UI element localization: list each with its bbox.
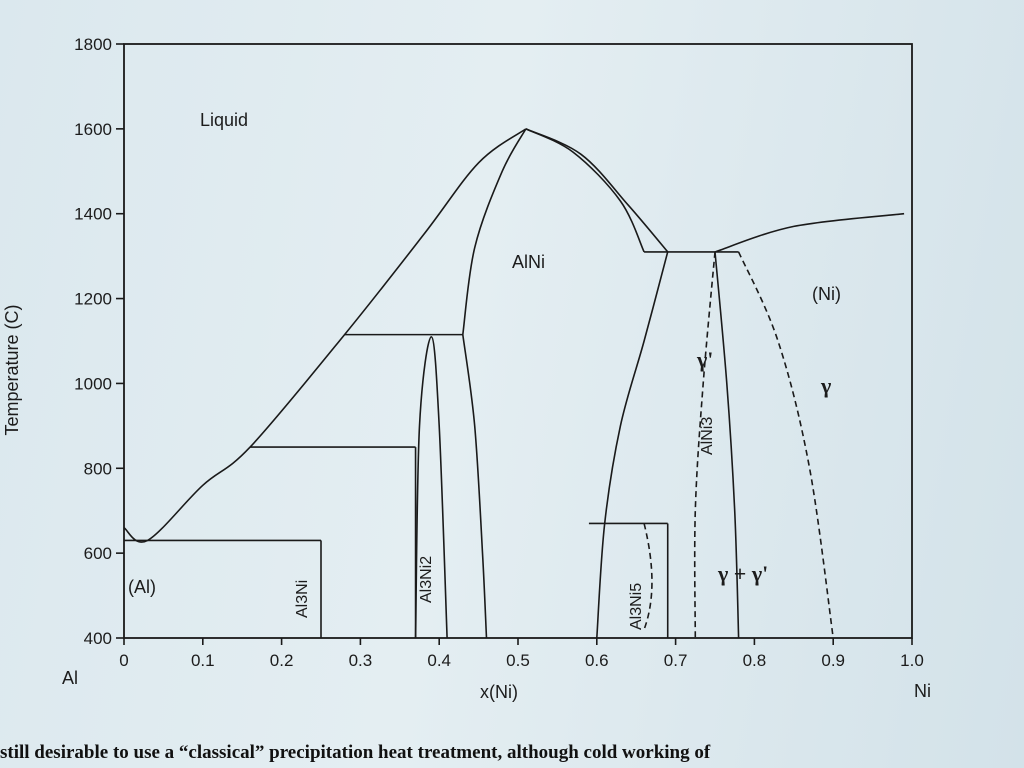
x-tick-label: 0.8 [742, 651, 767, 670]
x-tick-label: 0.1 [190, 651, 215, 670]
region-label-ni-solid: (Ni) [812, 284, 841, 304]
y-tick-label: 1600 [74, 119, 112, 139]
y-tick-label: 1800 [74, 35, 112, 54]
x-tick-label: 0.6 [584, 651, 609, 670]
x-tick-label: 0.5 [506, 651, 530, 670]
region-label-alni: AlNi [512, 252, 546, 272]
y-axis-ticks [74, 35, 124, 648]
y-tick-label: 1400 [74, 204, 112, 224]
region-label-al-solid: (Al) [128, 577, 156, 597]
y-tick-label: 400 [83, 629, 112, 648]
boundary-liquidus-left [124, 129, 526, 542]
y-tick-label: 1200 [74, 289, 112, 309]
phase-label-alni3: AlNi3 [699, 416, 716, 455]
x-tick-label: 0 [119, 651, 129, 670]
boundary-alni-right-lower [597, 252, 668, 638]
phase-boundaries [124, 129, 904, 638]
x-tick-label: 0.7 [663, 651, 688, 670]
y-tick-label: 800 [83, 459, 112, 479]
y-tick-label: 600 [83, 544, 112, 564]
y-axis-title: Temperature (C) [2, 304, 22, 436]
end-label-ni: Ni [914, 681, 931, 701]
y-tick-label: 1000 [74, 374, 112, 394]
al3ni5-dashed-boundary [644, 523, 652, 629]
boundary-alni-left-lower [463, 335, 487, 638]
x-tick-label: 0.2 [269, 651, 294, 670]
bottom-caption-text: still desirable to use a “classical” precipitation heat treatment, although cold working of [0, 742, 711, 763]
x-tick-label: 0.4 [427, 651, 452, 670]
x-tick-label: 1.0 [900, 651, 924, 670]
end-label-al: Al [62, 668, 79, 688]
region-label-gamma-prime: γ' [697, 347, 714, 372]
boundary-ni-liquidus [715, 214, 904, 252]
phase-label-al3ni2: Al3Ni2 [418, 555, 435, 603]
x-axis-ticks [119, 638, 924, 670]
boundary-liquidus-right [526, 129, 644, 252]
x-axis-title: x(Ni) [480, 682, 518, 702]
region-label-gamma-plus-gamma-prime: γ + γ' [718, 561, 769, 586]
x-tick-label: 0.3 [348, 651, 373, 670]
boundary-alni-right [526, 129, 668, 252]
region-label-gamma: γ [821, 373, 832, 398]
phase-label-al3ni5: Al3Ni5 [628, 582, 645, 630]
region-label-liquid: Liquid [200, 110, 249, 130]
boundary-alni-left [463, 129, 526, 335]
x-tick-label: 0.9 [821, 651, 846, 670]
phase-label-al3ni: Al3Ni [294, 579, 311, 618]
